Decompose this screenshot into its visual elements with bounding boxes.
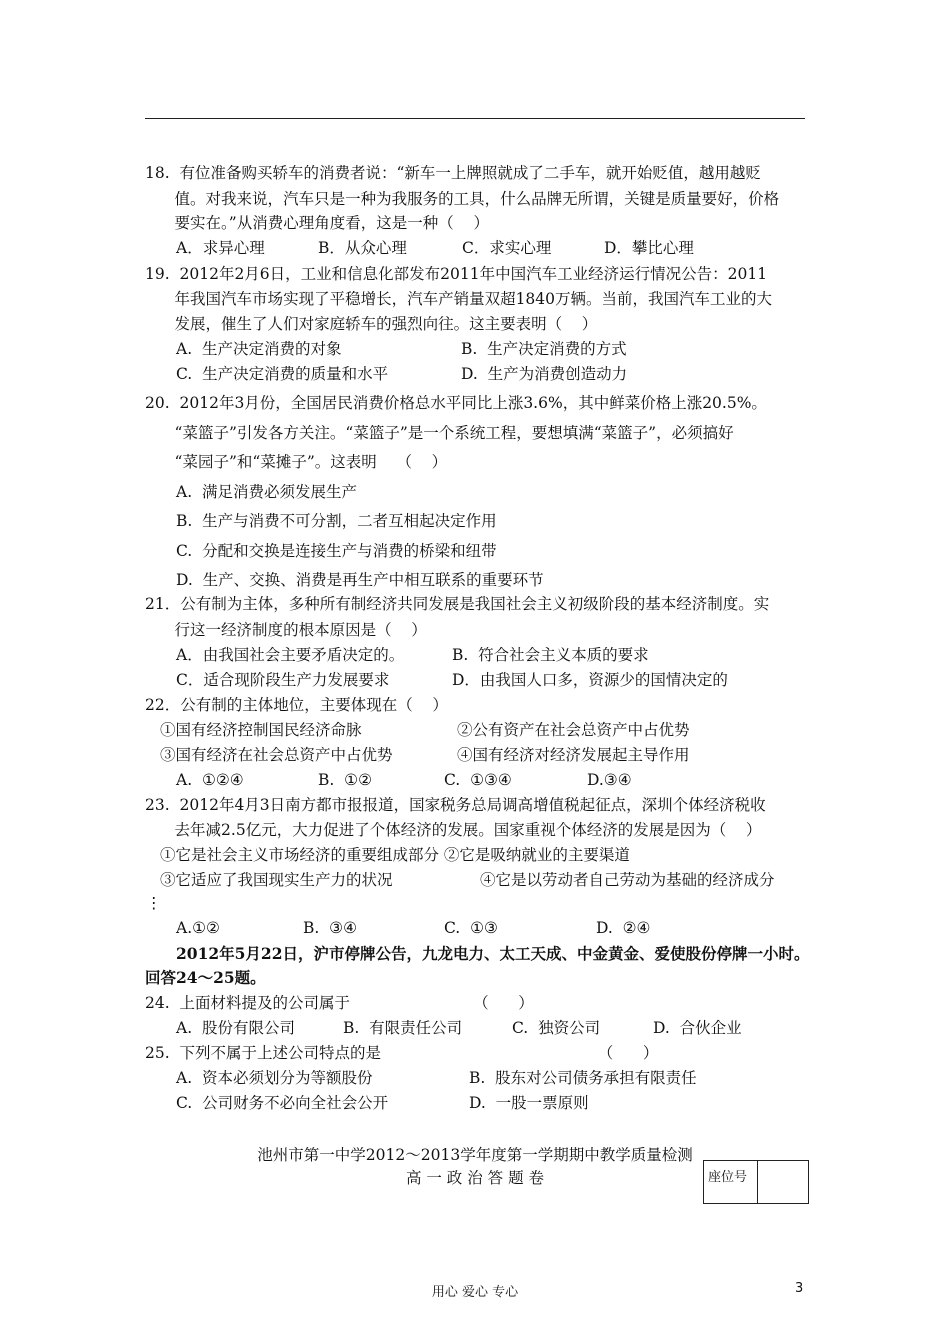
page-number: 3	[795, 1281, 804, 1296]
q19-option-a: A. 生产决定消费的对象	[176, 340, 342, 358]
q23-line-1: 23. 2012年4月3日南方都市报报道，国家税务总局调高增值税起征点，深圳个体经济税收	[145, 796, 766, 814]
q22-item-1: ①国有经济控制国民经济命脉	[160, 721, 362, 739]
q22-option-b: B. ①②	[318, 771, 372, 789]
q24-option-b: B. 有限责任公司	[343, 1019, 463, 1037]
q23-option-d: D. ②④	[596, 919, 651, 937]
q25-option-d: D. 一股一票原则	[469, 1094, 589, 1112]
q24-option-c: C. 独资公司	[512, 1019, 601, 1037]
q20-option-d: D. 生产、交换、消费是再生产中相互联系的重要环节	[176, 571, 544, 589]
q21-option-d: D．由我国人口多，资源少的国情决定的	[452, 671, 728, 689]
q18-line-2: 值。对我来说，汽车只是一种为我服务的工具，什么品牌无所谓，关键是质量要好，价格	[145, 190, 780, 208]
q18-line-3: 要实在。”从消费心理角度看，这是一种（ ）	[145, 214, 489, 232]
q23-item-3: ③它适应了我国现实生产力的状况	[160, 871, 393, 889]
q18-option-d: D．攀比心理	[604, 239, 694, 257]
q22-item-2: ②公有资产在社会总资产中占优势	[457, 721, 690, 739]
q19-option-d: D. 生产为消费创造动力	[461, 365, 628, 383]
q18-option-b: B．从众心理	[318, 239, 407, 257]
q20-line-2: “菜篮子”引发各方关注。“菜篮子”是一个系统工程，要想填满“菜篮子”，必须搞好	[145, 424, 734, 442]
header-rule	[145, 118, 805, 119]
q19-line-2: 年我国汽车市场实现了平稳增长，汽车产销量双超1840万辆。当前，我国汽车工业的大	[145, 290, 773, 308]
q20-option-b: B. 生产与消费不可分割，二者互相起决定作用	[176, 512, 497, 530]
answer-sheet-subtitle: 高 一 政 治 答 题 卷	[405, 1169, 545, 1187]
q19-option-b: B. 生产决定消费的方式	[461, 340, 627, 358]
q20-line-1: 20. 2012年3月份，全国居民消费价格总水平同比上涨3.6%，其中鲜菜价格上涨20.5%。	[145, 394, 767, 412]
q22-line-1: 22．公有制的主体地位，主要体现在（ ）	[145, 696, 448, 714]
q22-option-d: D.③④	[587, 771, 632, 789]
q23-item-4: ④它是以劳动者自己劳动为基础的经济成分	[480, 871, 775, 889]
q20-line-3: “菜园子”和“菜摊子”。这表明 （ ）	[145, 453, 448, 471]
q19-line-1: 19. 2012年2月6日，工业和信息化部发布2011年中国汽车工业经济运行情况公告：2011	[145, 265, 768, 283]
seat-number-label: 座位号	[704, 1161, 758, 1203]
q23-option-c: C. ①③	[444, 919, 498, 937]
q19-option-c: C. 生产决定消费的质量和水平	[176, 365, 389, 383]
q23-item-1: ①它是社会主义市场经济的重要组成部分 ②它是吸纳就业的主要渠道	[160, 846, 630, 864]
q21-line-2: 行这一经济制度的根本原因是（ ）	[145, 621, 427, 639]
q22-item-4: ④国有经济对经济发展起主导作用	[457, 746, 690, 764]
material-line-2: 回答24～25题。	[145, 968, 266, 987]
q24-option-d: D. 合伙企业	[653, 1019, 742, 1037]
q23-option-a: A.①②	[176, 919, 220, 937]
q22-item-3: ③国有经济在社会总资产中占优势	[160, 746, 393, 764]
q24-option-a: A. 股份有限公司	[176, 1019, 295, 1037]
q22-option-a: A. ①②④	[176, 771, 244, 789]
q21-option-b: B. 符合社会主义本质的要求	[452, 646, 649, 664]
q18-option-c: C．求实心理	[462, 239, 552, 257]
footer-text: 用心 爱心 专心	[431, 1285, 519, 1300]
q18-line-1: 18. 有位准备购买轿车的消费者说：“新车一上牌照就成了二手车，就开始贬值，越用越贬	[145, 164, 761, 182]
answer-sheet-title: 池州市第一中学2012～2013学年度第一学期期中教学质量检测	[257, 1146, 693, 1164]
q23-trail-mark: ⋮	[146, 894, 162, 912]
q19-line-3: 发展，催生了人们对家庭轿车的强烈向往。这主要表明（ ）	[145, 315, 598, 333]
q25-stem: 25. 下列不属于上述公司特点的是 （ ）	[145, 1044, 659, 1062]
q23-line-2: 去年减2.5亿元，大力促进了个体经济的发展。国家重视个体经济的发展是因为（ ）	[145, 821, 762, 839]
q22-option-c: C. ①③④	[444, 771, 512, 789]
q20-option-c: C. 分配和交换是连接生产与消费的桥梁和纽带	[176, 542, 497, 560]
q25-option-a: A. 资本必须划分为等额股份	[176, 1069, 373, 1087]
q25-option-b: B. 股东对公司债务承担有限责任	[469, 1069, 697, 1087]
q20-option-a: A. 满足消费必须发展生产	[176, 483, 357, 501]
q25-option-c: C. 公司财务不必向全社会公开	[176, 1094, 389, 1112]
q21-line-1: 21．公有制为主体，多种所有制经济共同发展是我国社会主义初级阶段的基本经济制度。实	[145, 595, 770, 613]
material-line-1: 2012年5月22日，沪市停牌公告，九龙电力、太工天成、中金黄金、爱使股份停牌一小时。	[176, 944, 810, 963]
q23-option-b: B. ③④	[303, 919, 357, 937]
q18-option-a: A．求异心理	[176, 239, 265, 257]
seat-number-box	[703, 1160, 809, 1204]
q21-option-c: C．适合现阶段生产力发展要求	[176, 671, 390, 689]
q21-option-a: A．由我国社会主要矛盾决定的。	[176, 646, 405, 664]
q24-stem: 24. 上面材料提及的公司属于 （ ）	[145, 994, 534, 1012]
